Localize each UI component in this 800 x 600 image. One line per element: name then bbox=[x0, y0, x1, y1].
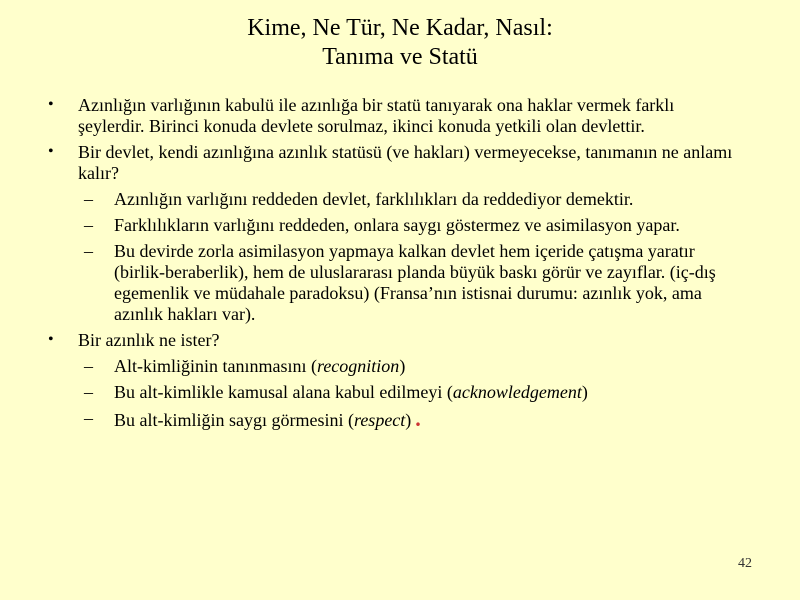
bullet-item bbox=[48, 330, 738, 351]
dash-marker: – bbox=[84, 241, 93, 261]
sub-bullet-item bbox=[48, 215, 738, 236]
title-line-2: Tanıma ve Statü bbox=[322, 44, 478, 70]
sub-bullet-term: recognition bbox=[316, 356, 400, 376]
sub-bullet-text: Farklılıkların varlığını reddeden, onlara saygı göstermez ve asimilasyon yapar. bbox=[114, 215, 680, 235]
sub-bullet-term: acknowledgement bbox=[452, 382, 582, 402]
dash-marker: – bbox=[84, 189, 93, 209]
sub-bullet-text-before: Bu alt-kimliğin saygı görmesini ( bbox=[114, 410, 354, 430]
dash-marker: – bbox=[84, 356, 93, 376]
page-number: 42 bbox=[738, 556, 752, 571]
red-dot: . bbox=[415, 406, 421, 431]
bullet-marker: • bbox=[48, 331, 54, 348]
sub-bullet-text: Bu devirde zorla asimilasyon yapmaya kalkan devlet hem içeride çatışma yaratır (birlik-beraberlik), hem de uluslararası planda büyük baskı görür ve zayıflar. (iç-dış egemenlik ve müdahale paradoksu) (Fransa’nın istisnai durumu: azınlık yok, ama azınlık hakları var). bbox=[114, 241, 716, 324]
sub-bullet-text-before: Bu alt-kimlikle kamusal alana kabul edilmeyi ( bbox=[114, 382, 453, 402]
dash-marker: – bbox=[84, 215, 93, 235]
dash-marker: – bbox=[84, 382, 93, 402]
sub-bullet-text-before: Alt-kimliğinin tanınmasını ( bbox=[114, 356, 317, 376]
sub-bullet-item bbox=[48, 382, 738, 403]
slide-content bbox=[48, 95, 738, 436]
bullet-text: Bir azınlık ne ister? bbox=[78, 330, 220, 350]
title-line-1: Kime, Ne Tür, Ne Kadar, Nasıl: bbox=[247, 15, 553, 41]
bullet-item bbox=[48, 142, 738, 184]
bullet-item bbox=[48, 95, 738, 137]
sub-bullet-text: Azınlığın varlığını reddeden devlet, farklılıkları da reddediyor demektir. bbox=[114, 189, 634, 209]
sub-bullet-text-after: ) bbox=[581, 382, 588, 402]
bullet-marker: • bbox=[48, 96, 54, 113]
bullet-text: Azınlığın varlığının kabulü ile azınlığa bir statü tanıyarak ona haklar vermek farklı şeylerdir. Birinci konuda devlete sorulmaz, ikinci konuda yetkili olan devlettir. bbox=[78, 95, 675, 136]
bullet-marker: • bbox=[48, 143, 54, 160]
slide-title bbox=[0, 14, 800, 72]
sub-bullet-item bbox=[48, 189, 738, 210]
sub-bullet-item bbox=[48, 241, 738, 325]
bullet-text: Bir devlet, kendi azınlığına azınlık statüsü (ve hakları) vermeyecekse, tanımanın ne anlamı kalır? bbox=[78, 142, 733, 183]
sub-bullet-item bbox=[48, 356, 738, 377]
sub-bullet-text-after: ) bbox=[405, 410, 412, 430]
sub-bullet-text-after: ) bbox=[399, 356, 406, 376]
dash-marker: – bbox=[84, 408, 93, 428]
sub-bullet-term: respect bbox=[353, 410, 406, 430]
sub-bullet-item bbox=[48, 408, 738, 431]
